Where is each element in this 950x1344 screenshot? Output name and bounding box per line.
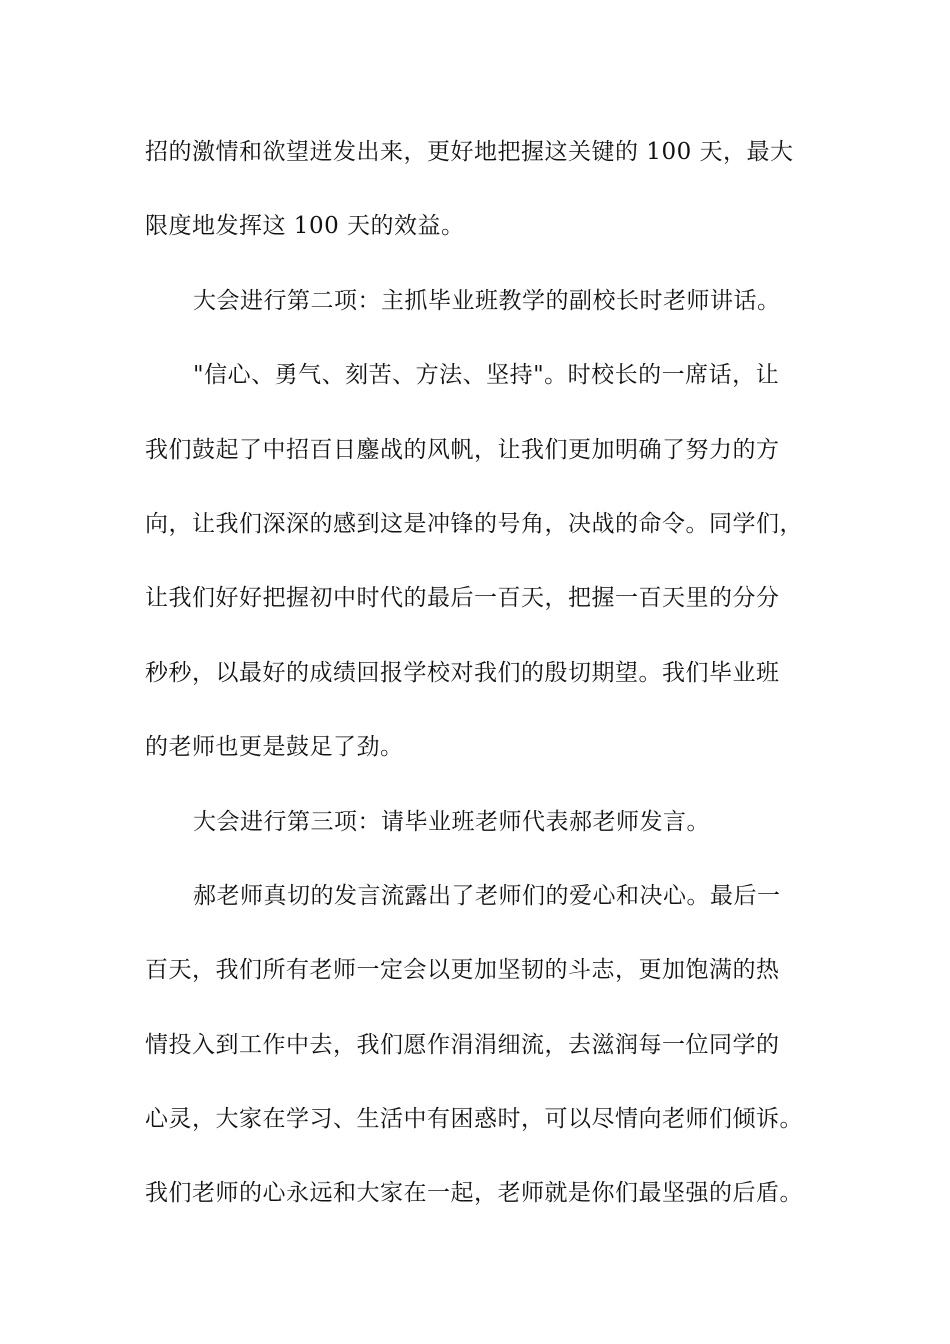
text-line: 心灵，大家在学习、生活中有困惑时，可以尽情向老师们倾诉。 bbox=[145, 1106, 803, 1133]
text-line: 的老师也更是鼓足了劲。 bbox=[145, 734, 404, 761]
text-line: 大会进行第三项：请毕业班老师代表郝老师发言。 bbox=[193, 808, 710, 835]
text-line: 限度地发挥这 100 天的效益。 bbox=[145, 213, 465, 240]
text-line: 向，让我们深深的感到这是冲锋的号角，决战的命令。同学们， bbox=[145, 510, 803, 537]
text-line: 让我们好好把握初中时代的最后一百天，把握一百天里的分分 bbox=[145, 585, 780, 612]
text-line: 招的激情和欲望迸发出来，更好地把握这关键的 100 天，最大 bbox=[145, 139, 794, 165]
text-line: 秒秒，以最好的成绩回报学校对我们的殷切期望。我们毕业班 bbox=[145, 659, 780, 686]
text-line: 大会进行第二项：主抓毕业班教学的副校长时老师讲话。 bbox=[193, 287, 781, 314]
document-body bbox=[145, 128, 825, 1244]
text-line: 我们鼓起了中招百日鏖战的风帆，让我们更加明确了努力的方 bbox=[145, 436, 780, 463]
text-line: 我们老师的心永远和大家在一起，老师就是你们最坚强的后盾。 bbox=[145, 1180, 803, 1207]
text-line: 情投入到工作中去，我们愿作涓涓细流，去滋润每一位同学的 bbox=[145, 1031, 780, 1058]
text-line: 百天，我们所有老师一定会以更加坚韧的斗志，更加饱满的热 bbox=[145, 957, 780, 984]
text-line: 郝老师真切的发言流露出了老师们的爱心和决心。最后一 bbox=[193, 882, 781, 909]
text-line: "信心、勇气、刻苦、方法、坚持"。时校长的一席话，让 bbox=[193, 362, 780, 389]
